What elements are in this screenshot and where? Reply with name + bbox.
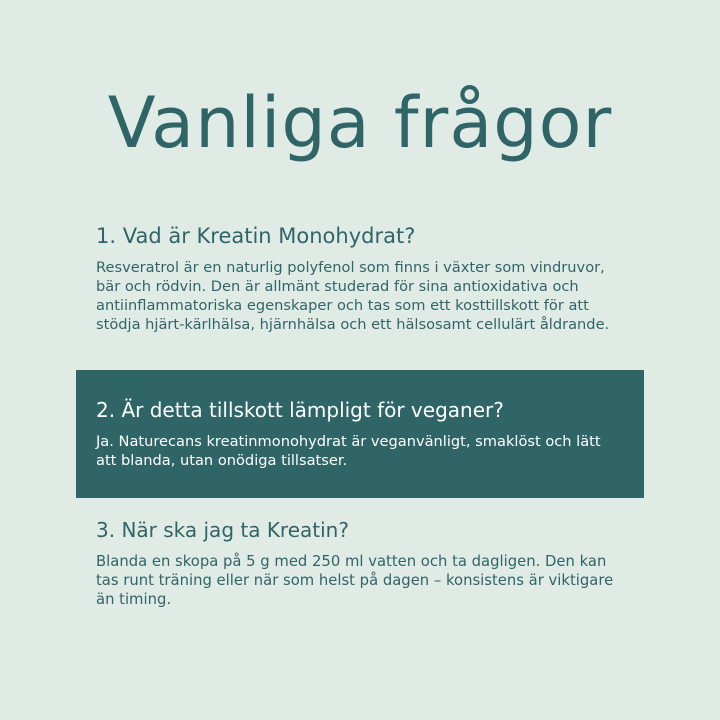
faq-question-3[interactable]: 3. När ska jag ta Kreatin?: [96, 518, 349, 542]
faq-item-3[interactable]: [76, 516, 644, 609]
page-title: Vanliga frågor: [107, 82, 613, 164]
faq-question-1[interactable]: 1. Vad är Kreatin Monohydrat?: [96, 224, 416, 248]
faq-item-2-highlighted[interactable]: [76, 370, 644, 498]
faq-answer-3: Blanda en skopa på 5 g med 250 ml vatten och ta dagligen. Den kan tas runt träning eller när som helst på dagen – konsistens är viktigare än timing.: [96, 553, 614, 608]
faq-item-1[interactable]: [76, 222, 644, 334]
faq-answer-1: Resveratrol är en naturlig polyfenol som finns i växter som vindruvor, bär och rödvin. Den är allmänt studerad för sina antioxidativa och antiinflammatoriska egenskaper och tas som ett kosttillskott för att stödja hjärt-kärlhälsa, hjärnhälsa och ett hälsosamt cellulärt åldrande.: [96, 259, 610, 333]
faq-question-2[interactable]: 2. Är detta tillskott lämpligt för veganer?: [96, 398, 504, 422]
faq-answer-2: Ja. Naturecans kreatinmonohydrat är veganvänligt, smaklöst och lätt att blanda, utan onödiga tillsatser.: [96, 433, 601, 469]
